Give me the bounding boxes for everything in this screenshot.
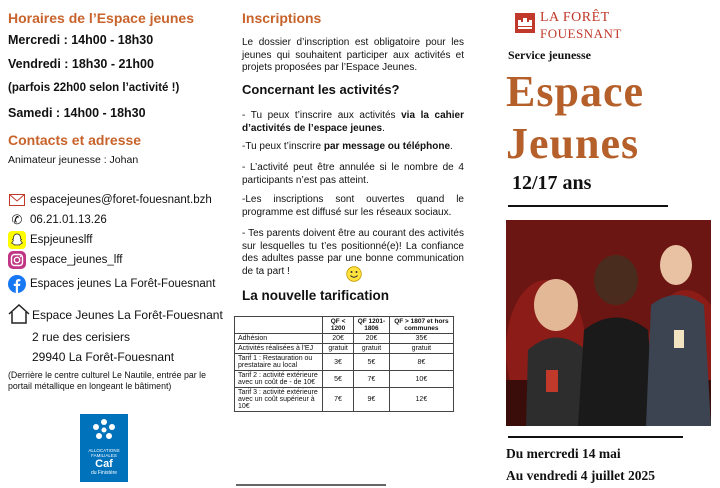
table-cell: 5€ <box>323 371 354 388</box>
town-crest-icon <box>514 12 536 34</box>
contacts-title: Contacts et adresse <box>8 132 142 148</box>
table-cell: Tarif 2 : activité extérieure avec un coût de - de 10€ <box>235 371 323 388</box>
bullet-2: -Tu peux t’inscrire par message ou téléphone. <box>242 141 453 152</box>
middle-panel <box>234 0 470 488</box>
address-note: (Derrière le centre culturel Le Nautile, entrée par le portail métallique en longeant le bâtiment) <box>8 370 207 391</box>
table-cell: 20€ <box>323 334 354 344</box>
tarif-title: La nouvelle tarification <box>242 288 390 303</box>
title-jeunes: Jeunes <box>506 119 640 168</box>
email-row <box>8 192 212 208</box>
table-row <box>235 334 454 344</box>
table-cell: 3€ <box>323 354 354 371</box>
divider-line <box>508 436 683 438</box>
divider-line <box>508 205 668 207</box>
table-row <box>235 388 454 412</box>
table-header-cell <box>235 317 323 334</box>
table-cell: 12€ <box>389 388 453 412</box>
table-cell: 5€ <box>354 354 390 371</box>
animator-label: Animateur jeunesse : Johan <box>8 154 139 166</box>
table-cell: Tarif 3 : activité extérieure avec un coût supérieur à 10€ <box>235 388 323 412</box>
instagram-icon <box>8 252 26 268</box>
schedule-note: (parfois 22h00 selon l’activité !) <box>8 82 180 94</box>
bullet-1: - Tu peux t’inscrire aux activités via la cahier d’activités de l’espace jeunes. <box>242 110 464 134</box>
caf-line1: ALLOCATIONS FAMILIALES <box>88 448 120 458</box>
title-espace: Espace <box>506 67 644 116</box>
cover-panel <box>478 0 720 488</box>
table-cell: Tarif 1 : Restauration ou prestataire au local <box>235 354 323 371</box>
hours-title: Horaires de l’Espace jeunes <box>8 10 194 26</box>
table-row <box>235 371 454 388</box>
home-icon <box>8 304 30 329</box>
photo-teens <box>506 220 711 426</box>
instagram-row <box>8 252 123 268</box>
bullet-3: - L’activité peut être annulée si le nombre de 4 participants n’est pas atteint. <box>242 162 464 186</box>
caf-logo <box>80 414 128 482</box>
table-header-cell: QF 1201-1806 <box>354 317 390 334</box>
table-row <box>235 354 454 371</box>
table-cell: 7€ <box>323 388 354 412</box>
table-cell: 9€ <box>354 388 390 412</box>
logo-line-2: FOUESNANT <box>540 26 622 41</box>
table-cell: gratuit <box>389 344 453 354</box>
date-end: Au vendredi 4 juillet 2025 <box>506 468 656 483</box>
phone-number[interactable]: 06.21.01.13.26 <box>30 214 107 226</box>
address-line-1: Espace Jeunes La Forêt-Fouesnant <box>32 308 223 322</box>
age-range: 12/17 ans <box>512 172 592 194</box>
schedule-saturday: Samedi : 14h00 - 18h30 <box>8 106 146 120</box>
caf-emblem-icon <box>88 417 120 443</box>
phone-row <box>8 212 107 228</box>
facebook-icon <box>8 276 26 292</box>
snapchat-handle[interactable]: Espjeuneslff <box>30 234 93 246</box>
mail-icon <box>8 192 26 208</box>
bullet-5: - Tes parents doivent être au courant des activités sur lesquelles tu t’es positionné(e)! La confiance des adultes passe par une bonne communication de ta part ! <box>242 228 464 277</box>
logo-line-1: LA FORÊT <box>540 10 610 25</box>
table-cell: Activités réalisées à l’EJ <box>235 344 323 354</box>
email-link[interactable]: espacejeunes@foret-fouesnant.bzh <box>30 194 212 206</box>
date-start: Du mercredi 14 mai <box>506 446 621 461</box>
smiley-icon <box>346 266 362 287</box>
service-label: Service jeunesse <box>508 48 591 62</box>
table-cell: 8€ <box>389 354 453 371</box>
table-cell: 10€ <box>389 371 453 388</box>
inscriptions-text: Le dossier d’inscription est obligatoire pour les jeunes qui souhaitent participer aux activités et projets proposées par l’Espace Jeunes. <box>242 37 464 73</box>
table-header-cell: QF < 1200 <box>323 317 354 334</box>
facebook-page[interactable]: Espaces jeunes La Forêt-Fouesnant <box>30 278 216 290</box>
instagram-handle[interactable]: espace_jeunes_lff <box>30 254 123 266</box>
activities-title: Concernant les activités? <box>242 82 400 97</box>
town-logo <box>514 6 622 42</box>
table-cell: Adhésion <box>235 334 323 344</box>
table-row <box>235 344 454 354</box>
table-cell: 35€ <box>389 334 453 344</box>
table-cell: gratuit <box>354 344 390 354</box>
table-cell: 7€ <box>354 371 390 388</box>
schedule-friday: Vendredi : 18h30 - 21h00 <box>8 57 154 71</box>
caf-line3: du Finistère <box>90 470 118 476</box>
left-panel <box>0 0 230 488</box>
snapchat-icon <box>8 232 26 248</box>
phone-icon: ✆ <box>11 212 23 227</box>
table-cell: gratuit <box>323 344 354 354</box>
bullet-4: -Les inscriptions sont ouvertes quand le programme est diffusé sur les réseaux sociaux. <box>242 194 464 218</box>
address-line-3: 29940 La Forêt-Fouesnant <box>32 350 175 364</box>
table-header-cell: QF > 1807 et hors communes <box>389 317 453 334</box>
table-header-row <box>235 317 454 334</box>
schedule-wednesday: Mercredi : 14h00 - 18h30 <box>8 33 154 47</box>
facebook-row <box>8 276 215 292</box>
tarif-table <box>234 316 454 412</box>
snapchat-row <box>8 232 92 248</box>
table-cell: 20€ <box>354 334 390 344</box>
divider-line <box>236 484 386 486</box>
address-line-2: 2 rue des cerisiers <box>32 330 131 344</box>
inscriptions-title: Inscriptions <box>242 10 322 26</box>
caf-line2: Caf <box>95 458 113 470</box>
